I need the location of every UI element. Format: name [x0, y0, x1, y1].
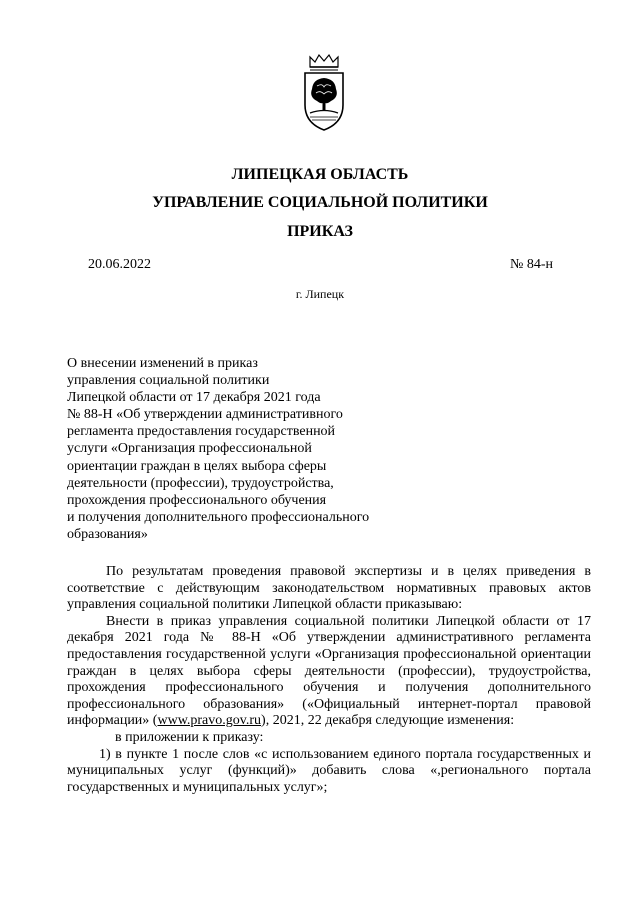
region-title: ЛИПЕЦКАЯ ОБЛАСТЬ [231, 166, 409, 183]
subject-line: № 88-Н «Об утверждении административного [67, 407, 343, 423]
document-type-title: ПРИКАЗ [287, 223, 353, 240]
document-number: № 84-н [509, 257, 553, 272]
order-paragraph [67, 614, 591, 730]
document-body [67, 564, 591, 796]
order-text-end: ), 2021, 22 декабря следующие изменения: [261, 713, 515, 729]
preamble-paragraph: По результатам проведения правовой экспертизы и в целях приведения в соответствие с действующим законодательством нормативных правовых актов управления социальной политики Липецкой области приказываю: [67, 564, 591, 613]
subject-line: О внесении изменений в приказ [67, 356, 258, 371]
pravo-gov-link[interactable]: www.pravo.gov.ru [157, 713, 262, 729]
coat-of-arms-emblem [298, 53, 350, 133]
amendment-item-1: 1) в пункте 1 после слов «с использованием единого портала государственных и муниципальных услуг (функций)» добавить слова «,регионального портала государственных и муниципальных услуг»; [67, 746, 591, 795]
document-date: 20.06.2022 [88, 257, 151, 272]
document-city: г. Липецк [295, 287, 345, 301]
subject-line: ориентации граждан в целях выбора сферы [67, 458, 327, 474]
subject-line: деятельности (профессии), трудоустройства, [67, 475, 334, 491]
subject-line: управления социальной политики [67, 373, 270, 389]
order-text: Внести в приказ управления социальной политики Липецкой области от 17 декабря 2021 года № 88-Н «Об утверждении административного регламента предоставления государственной услуги «Организация профессиональной ориентации граждан в целях выбора сферы деятельности (профессии), трудоустройства, прохождения профессионального обучения и получения дополнительного профессионального образования» («Официальный интернет-портал правовой информации» ( [67, 613, 591, 729]
subject-line: прохождения профессионального обучения [67, 492, 327, 508]
document-subject [67, 355, 427, 543]
subject-line: услуги «Организация профессиональной [67, 441, 312, 457]
subject-line: и получения дополнительного профессионального [67, 509, 370, 525]
department-title: УПРАВЛЕНИЕ СОЦИАЛЬНОЙ ПОЛИТИКИ [152, 194, 488, 211]
appendix-paragraph: в приложении к приказу: [115, 729, 264, 745]
subject-line: Липецкой области от 17 декабря 2021 года [67, 390, 321, 406]
subject-line: образования» [67, 526, 148, 542]
subject-line: регламента предоставления государственной [67, 424, 336, 440]
